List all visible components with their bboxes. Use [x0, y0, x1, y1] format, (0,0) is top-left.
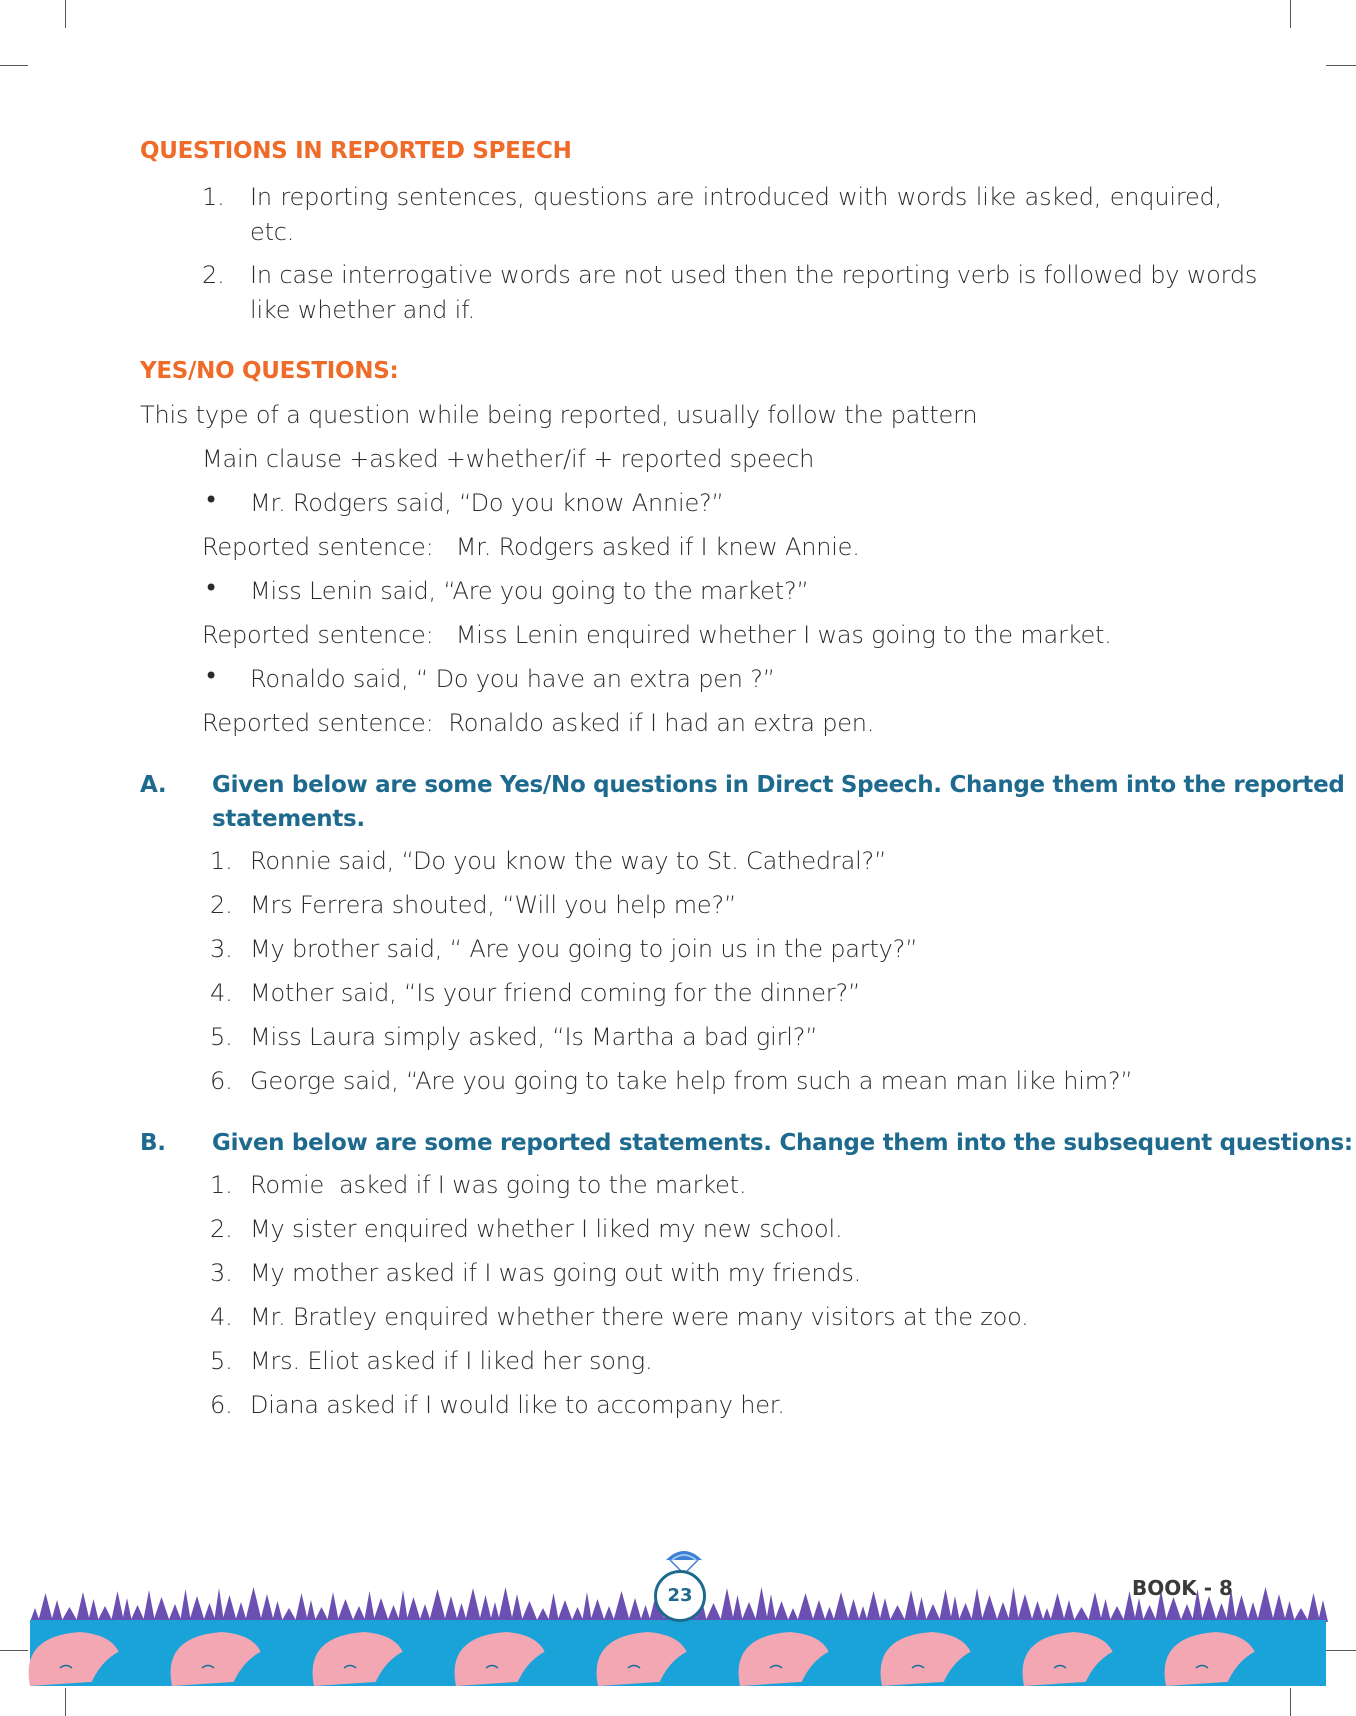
- crop-mark: [0, 65, 28, 66]
- item-number: 5.: [210, 1023, 233, 1051]
- crop-mark: [1290, 1688, 1291, 1716]
- item-text: In case interrogative words are not used then the reporting verb is followed by words: [250, 261, 1258, 289]
- item-number: 4.: [210, 1303, 233, 1331]
- item-number: 1.: [202, 183, 225, 211]
- reported-example: Reported sentence: Ronaldo asked if I had an extra pen.: [202, 709, 875, 737]
- book-label: BOOK - 8: [1132, 1576, 1233, 1600]
- exercise-instruction: statements.: [212, 806, 365, 832]
- item-text: Mrs. Eliot asked if I liked her song.: [250, 1347, 653, 1375]
- item-number: 5.: [210, 1347, 233, 1375]
- bullet-icon: •: [204, 662, 219, 690]
- item-text: Ronnie said, “Do you know the way to St. Cathedral?”: [250, 847, 887, 875]
- item-number: 2.: [210, 1215, 233, 1243]
- item-text: etc.: [250, 218, 295, 246]
- item-text: Diana asked if I would like to accompany her.: [250, 1391, 785, 1419]
- exercise-a-heading: [140, 768, 1345, 838]
- yesno-pattern: Main clause +asked +whether/if + reported speech: [202, 445, 815, 473]
- direct-example: Mr. Rodgers said, “Do you know Annie?”: [250, 489, 724, 517]
- item-text: Mr. Bratley enquired whether there were many visitors at the zoo.: [250, 1303, 1029, 1331]
- list-item-continued: [250, 293, 475, 328]
- exercise-label: B.: [140, 1130, 166, 1156]
- item-text: Mrs Ferrera shouted, “Will you help me?”: [250, 891, 737, 919]
- item-text: like whether and if.: [250, 296, 476, 324]
- item-text: In reporting sentences, questions are introduced with words like asked, enquired,: [250, 183, 1222, 211]
- item-text: Miss Laura simply asked, “Is Martha a bad girl?”: [250, 1023, 818, 1051]
- reported-example: Reported sentence: Miss Lenin enquired whether I was going to the market.: [202, 621, 1112, 649]
- reported-example: Reported sentence: Mr. Rodgers asked if I knew Annie.: [202, 533, 860, 561]
- crop-mark: [1326, 65, 1356, 66]
- item-text: Romie asked if I was going to the market.: [250, 1171, 747, 1199]
- yesno-intro: This type of a question while being reported, usually follow the pattern: [140, 401, 978, 429]
- item-number: 3.: [210, 935, 233, 963]
- item-text: My brother said, “ Are you going to join us in the party?”: [250, 935, 918, 963]
- bullet-icon: •: [204, 574, 219, 602]
- item-number: 3.: [210, 1259, 233, 1287]
- page-number: 23: [654, 1570, 706, 1622]
- direct-example: Ronaldo said, “ Do you have an extra pen ?”: [250, 665, 776, 693]
- item-text: George said, “Are you going to take help from such a mean man like him?”: [250, 1067, 1133, 1095]
- direct-example: Miss Lenin said, “Are you going to the market?”: [250, 577, 809, 605]
- crop-mark: [1290, 0, 1291, 28]
- item-number: 2.: [210, 891, 233, 919]
- item-number: 4.: [210, 979, 233, 1007]
- crop-mark: [65, 1688, 66, 1716]
- section-title: QUESTIONS IN REPORTED SPEECH: [140, 138, 572, 164]
- yesno-title: YES/NO QUESTIONS:: [140, 358, 399, 384]
- item-number: 6.: [210, 1067, 233, 1095]
- exercise-label: A.: [140, 772, 167, 798]
- crop-mark: [65, 0, 66, 28]
- exercise-instruction: Given below are some reported statements. Change them into the subsequent questions:: [212, 1130, 1353, 1156]
- item-text: My mother asked if I was going out with my friends.: [250, 1259, 862, 1287]
- item-number: 1.: [210, 847, 233, 875]
- list-item-continued: [250, 215, 294, 250]
- exercise-instruction: Given below are some Yes/No questions in Direct Speech. Change them into the reported: [212, 772, 1345, 798]
- exercise-b-heading: [140, 1126, 1353, 1162]
- bullet-icon: •: [204, 486, 219, 514]
- item-text: Mother said, “Is your friend coming for the dinner?”: [250, 979, 861, 1007]
- item-text: My sister enquired whether I liked my new school.: [250, 1215, 843, 1243]
- item-number: 6.: [210, 1391, 233, 1419]
- item-number: 2.: [202, 261, 225, 289]
- item-number: 1.: [210, 1171, 233, 1199]
